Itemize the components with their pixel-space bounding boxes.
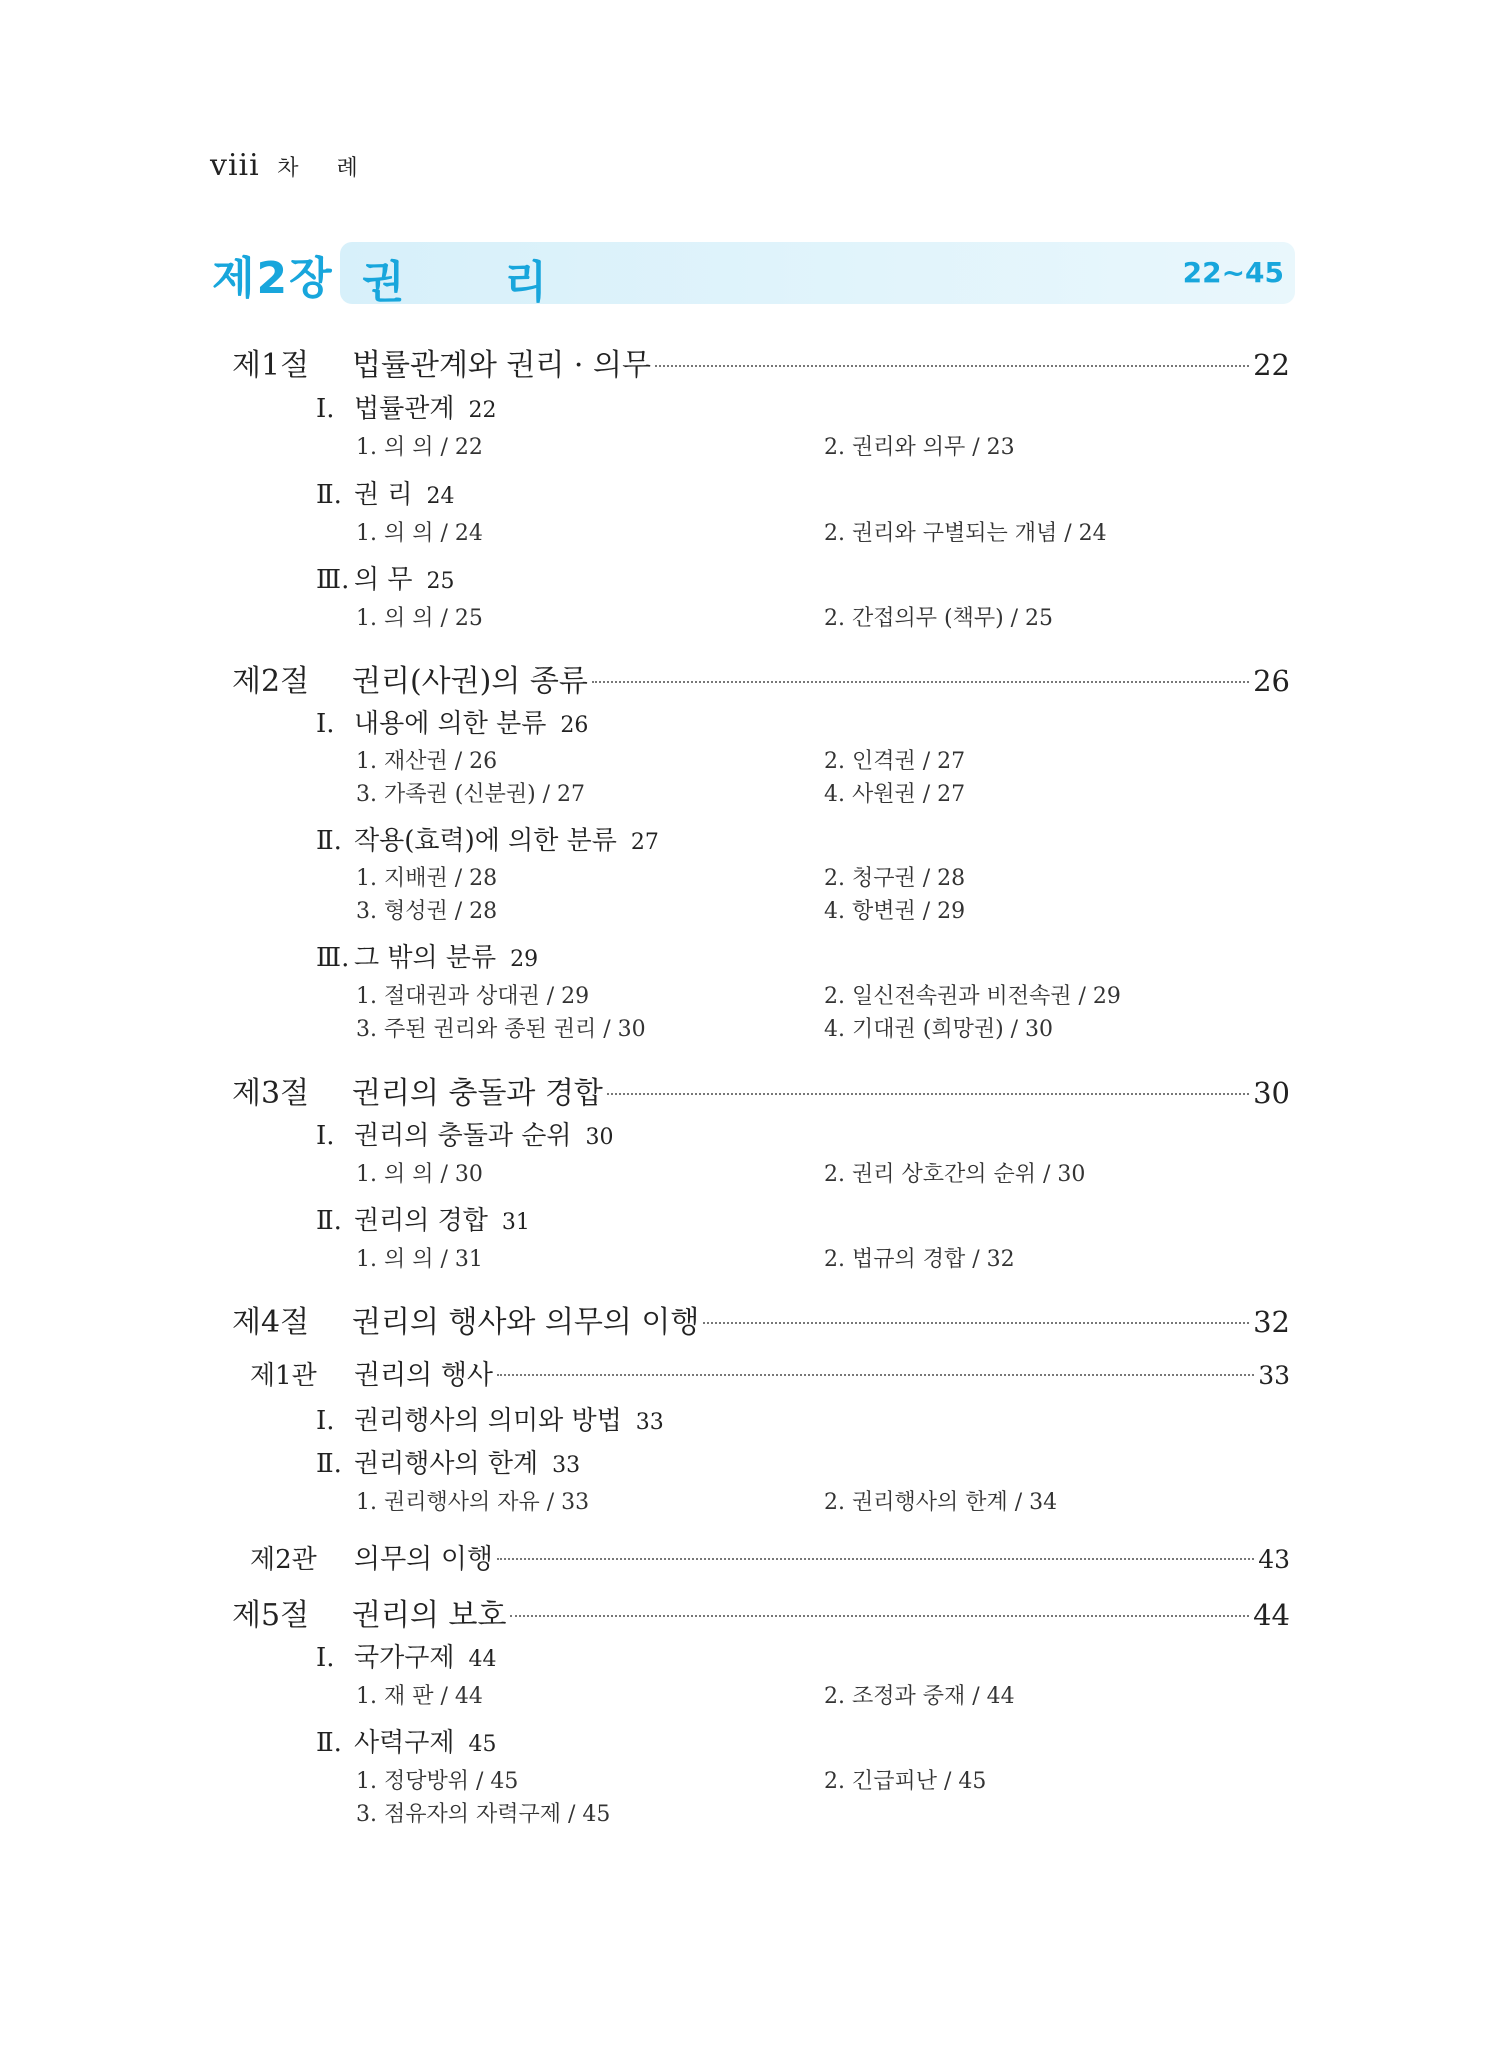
subhead-page: 45 <box>468 1732 497 1757</box>
chapter-label: 제2장 <box>212 253 334 304</box>
subhead-page: 26 <box>560 713 589 738</box>
toc-item[interactable]: 1. 재 판 / 44 <box>356 1684 483 1709</box>
subhead-title: 사력구제 <box>354 1728 455 1758</box>
leader-dots <box>607 1093 1249 1095</box>
leader-dots <box>592 681 1249 683</box>
subhead-title: 작용(효력)에 의한 분류 <box>354 826 617 856</box>
leader-dots <box>497 1374 1254 1376</box>
toc-item[interactable]: 2. 권리 상호간의 순위 / 30 <box>824 1162 1086 1187</box>
gwan-label: 제2관 <box>250 1545 317 1575</box>
roman-numeral: Ⅱ. <box>316 826 342 856</box>
subhead-page: 22 <box>468 398 497 423</box>
toc-item[interactable]: 1. 재산권 / 26 <box>356 749 498 774</box>
toc-subhead[interactable] <box>316 1400 664 1437</box>
toc-subhead[interactable] <box>316 937 538 974</box>
toc-item[interactable]: 1. 권리행사의 자유 / 33 <box>356 1490 590 1515</box>
toc-item[interactable]: 1. 의 의 / 22 <box>356 435 483 460</box>
toc-item[interactable]: 3. 형성권 / 28 <box>356 899 498 924</box>
roman-numeral: Ⅱ. <box>316 1206 342 1236</box>
roman-numeral: Ⅰ. <box>316 394 335 424</box>
section-page: 32 <box>1253 1305 1290 1339</box>
gwan-page: 43 <box>1258 1545 1290 1574</box>
subhead-title: 내용에 의한 분류 <box>354 709 547 739</box>
toc-subhead[interactable] <box>316 820 659 857</box>
subhead-page: 44 <box>468 1647 497 1672</box>
section-title: 권리의 보호 <box>352 1598 507 1633</box>
gwan-title: 의무의 이행 <box>354 1544 493 1575</box>
section-title: 법률관계와 권리 · 의무 <box>352 348 651 383</box>
subhead-title: 법률관계 <box>354 394 455 424</box>
toc-item[interactable]: 2. 조정과 중재 / 44 <box>824 1684 1015 1709</box>
section-page: 30 <box>1253 1076 1290 1110</box>
roman-numeral: Ⅲ. <box>316 565 350 595</box>
roman-numeral: Ⅱ. <box>316 480 342 510</box>
subhead-page: 33 <box>552 1453 581 1478</box>
toc-subhead[interactable] <box>316 559 455 596</box>
toc-section[interactable] <box>232 1297 1290 1341</box>
section-label: 제2절 <box>232 664 310 699</box>
toc-item[interactable]: 1. 의 의 / 31 <box>356 1247 483 1272</box>
toc-gwan[interactable] <box>250 1353 1290 1392</box>
toc-subhead[interactable] <box>316 474 455 511</box>
section-title: 권리(사권)의 종류 <box>352 664 588 699</box>
leader-dots <box>510 1615 1249 1617</box>
roman-numeral: Ⅰ. <box>316 1121 335 1151</box>
subhead-page: 30 <box>585 1125 614 1150</box>
toc-subhead[interactable] <box>316 1637 496 1674</box>
toc-subhead[interactable] <box>316 1115 613 1152</box>
toc-item[interactable]: 1. 지배권 / 28 <box>356 866 498 891</box>
toc-item[interactable]: 1. 의 의 / 30 <box>356 1162 483 1187</box>
toc-item[interactable]: 2. 권리와 구별되는 개념 / 24 <box>824 521 1107 546</box>
toc-section[interactable] <box>232 1590 1290 1634</box>
section-page: 44 <box>1253 1598 1290 1632</box>
toc-item[interactable]: 2. 법규의 경합 / 32 <box>824 1247 1015 1272</box>
subhead-page: 29 <box>510 947 539 972</box>
toc-item[interactable]: 3. 점유자의 자력구제 / 45 <box>356 1802 611 1827</box>
toc-gwan[interactable] <box>250 1537 1290 1576</box>
leader-dots <box>703 1322 1249 1324</box>
section-title: 권리의 행사와 의무의 이행 <box>352 1305 700 1340</box>
toc-subhead[interactable] <box>316 1722 496 1759</box>
toc-item[interactable]: 2. 권리와 의무 / 23 <box>824 435 1015 460</box>
subhead-page: 27 <box>630 830 659 855</box>
subhead-title: 그 밖의 분류 <box>354 943 497 973</box>
subhead-title: 권리의 충돌과 순위 <box>354 1121 572 1151</box>
toc-item[interactable]: 4. 기대권 (희망권) / 30 <box>824 1017 1054 1042</box>
subhead-page: 33 <box>635 1410 664 1435</box>
running-title: 차례 <box>277 156 396 181</box>
subhead-title: 권리행사의 의미와 방법 <box>354 1406 622 1436</box>
leader-dots <box>497 1558 1254 1560</box>
toc-item[interactable]: 1. 의 의 / 25 <box>356 606 483 631</box>
chapter-title: 권리 <box>362 257 648 308</box>
roman-numeral: Ⅱ. <box>316 1449 342 1479</box>
toc-item[interactable]: 2. 권리행사의 한계 / 34 <box>824 1490 1058 1515</box>
page-number: viii <box>210 148 260 183</box>
running-head <box>210 148 396 183</box>
toc-item[interactable]: 4. 항변권 / 29 <box>824 899 966 924</box>
toc-item[interactable]: 1. 절대권과 상대권 / 29 <box>356 984 590 1009</box>
toc-item[interactable]: 2. 일신전속권과 비전속권 / 29 <box>824 984 1121 1009</box>
section-label: 제4절 <box>232 1305 310 1340</box>
subhead-page: 31 <box>501 1210 530 1235</box>
subhead-title: 국가구제 <box>354 1643 455 1673</box>
roman-numeral: Ⅰ. <box>316 1643 335 1673</box>
chapter-page-range: 22~45 <box>1182 256 1284 289</box>
roman-numeral: Ⅰ. <box>316 1406 335 1436</box>
subhead-title: 의 무 <box>354 565 413 595</box>
gwan-label: 제1관 <box>250 1361 317 1391</box>
roman-numeral: Ⅲ. <box>316 943 350 973</box>
gwan-title: 권리의 행사 <box>354 1360 493 1391</box>
toc-subhead[interactable] <box>316 388 496 425</box>
toc-item[interactable]: 2. 청구권 / 28 <box>824 866 966 891</box>
toc-section[interactable] <box>232 1068 1290 1112</box>
toc-item[interactable]: 3. 주된 권리와 종된 권리 / 30 <box>356 1017 646 1042</box>
subhead-title: 권리행사의 한계 <box>354 1449 539 1479</box>
roman-numeral: Ⅱ. <box>316 1728 342 1758</box>
toc-item[interactable]: 4. 사원권 / 27 <box>824 782 966 807</box>
subhead-title: 권 리 <box>354 480 413 510</box>
section-page: 22 <box>1253 348 1290 382</box>
section-title: 권리의 충돌과 경합 <box>352 1076 603 1111</box>
toc-section[interactable] <box>232 340 1290 384</box>
toc-item[interactable]: 1. 의 의 / 24 <box>356 521 483 546</box>
toc-item[interactable]: 2. 인격권 / 27 <box>824 749 966 774</box>
toc-subhead[interactable] <box>316 1443 580 1480</box>
toc-item[interactable]: 3. 가족권 (신분권) / 27 <box>356 782 586 807</box>
section-page: 26 <box>1253 664 1290 698</box>
roman-numeral: Ⅰ. <box>316 709 335 739</box>
section-label: 제3절 <box>232 1076 310 1111</box>
subhead-page: 25 <box>426 569 455 594</box>
toc-item[interactable]: 1. 정당방위 / 45 <box>356 1769 519 1794</box>
toc-item[interactable]: 2. 간접의무 (책무) / 25 <box>824 606 1054 631</box>
section-label: 제1절 <box>232 348 310 383</box>
leader-dots <box>655 365 1249 367</box>
toc-subhead[interactable] <box>316 1200 530 1237</box>
subhead-page: 24 <box>426 484 455 509</box>
gwan-page: 33 <box>1258 1361 1290 1390</box>
subhead-title: 권리의 경합 <box>354 1206 488 1236</box>
section-label: 제5절 <box>232 1598 310 1633</box>
toc-subhead[interactable] <box>316 703 588 740</box>
toc-item[interactable]: 2. 긴급피난 / 45 <box>824 1769 987 1794</box>
toc-section[interactable] <box>232 656 1290 700</box>
